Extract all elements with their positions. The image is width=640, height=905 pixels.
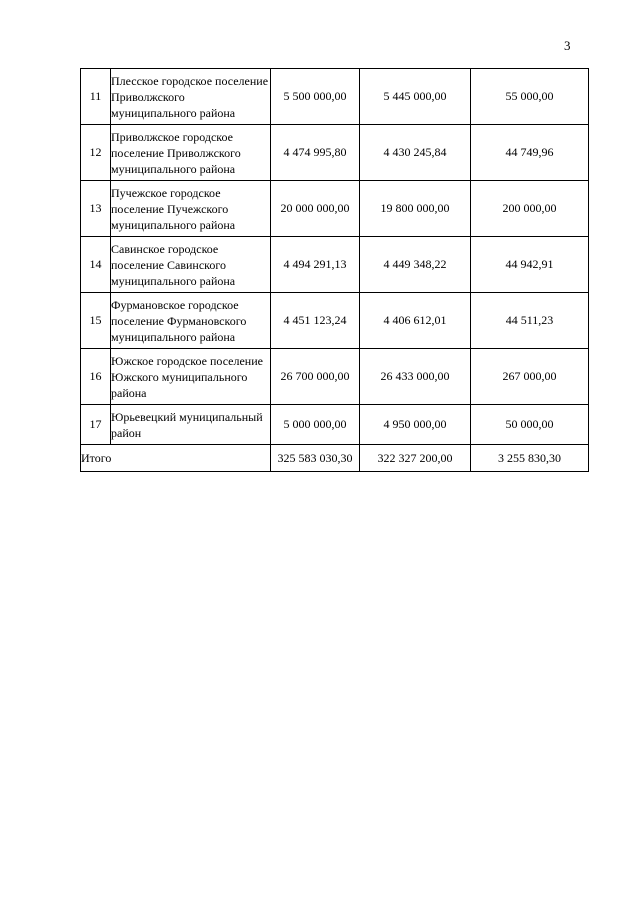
table-row bbox=[81, 181, 589, 237]
amount-total: 4 451 123,24 bbox=[271, 293, 360, 349]
total-amount-total: 325 583 030,30 bbox=[271, 445, 360, 472]
amount-local: 44 942,91 bbox=[471, 237, 589, 293]
total-row bbox=[81, 445, 589, 472]
amount-regional: 4 449 348,22 bbox=[360, 237, 471, 293]
amount-local: 44 511,23 bbox=[471, 293, 589, 349]
row-number: 16 bbox=[81, 349, 111, 405]
table-row bbox=[81, 405, 589, 445]
amount-total: 4 474 995,80 bbox=[271, 125, 360, 181]
row-number: 12 bbox=[81, 125, 111, 181]
amount-total: 5 500 000,00 bbox=[271, 69, 360, 125]
amount-local: 55 000,00 bbox=[471, 69, 589, 125]
amount-total: 26 700 000,00 bbox=[271, 349, 360, 405]
amount-total: 5 000 000,00 bbox=[271, 405, 360, 445]
amount-local: 44 749,96 bbox=[471, 125, 589, 181]
total-label: Итого bbox=[81, 445, 271, 472]
recipient-name: Приволжское городское поселение Приволжского муниципального района bbox=[111, 125, 271, 181]
amount-total: 4 494 291,13 bbox=[271, 237, 360, 293]
row-number: 14 bbox=[81, 237, 111, 293]
table-row bbox=[81, 69, 589, 125]
recipient-name: Фурмановское городское поселение Фурмановского муниципального района bbox=[111, 293, 271, 349]
page-number: 3 bbox=[564, 38, 571, 53]
recipient-name: Юрьевецкий муниципальный район bbox=[111, 405, 271, 445]
total-amount-local: 3 255 830,30 bbox=[471, 445, 589, 472]
amount-regional: 5 445 000,00 bbox=[360, 69, 471, 125]
total-amount-regional: 322 327 200,00 bbox=[360, 445, 471, 472]
table-row bbox=[81, 349, 589, 405]
amount-regional: 4 406 612,01 bbox=[360, 293, 471, 349]
recipient-name: Пучежское городское поселение Пучежского муниципального района bbox=[111, 181, 271, 237]
row-number: 15 bbox=[81, 293, 111, 349]
amount-total: 20 000 000,00 bbox=[271, 181, 360, 237]
allocation-table bbox=[80, 68, 589, 472]
amount-local: 267 000,00 bbox=[471, 349, 589, 405]
row-number: 13 bbox=[81, 181, 111, 237]
amount-local: 200 000,00 bbox=[471, 181, 589, 237]
recipient-name: Южское городское поселение Южского муниципального района bbox=[111, 349, 271, 405]
amount-regional: 26 433 000,00 bbox=[360, 349, 471, 405]
amount-regional: 4 430 245,84 bbox=[360, 125, 471, 181]
table-row bbox=[81, 293, 589, 349]
recipient-name: Савинское городское поселение Савинского муниципального района bbox=[111, 237, 271, 293]
row-number: 11 bbox=[81, 69, 111, 125]
table-row bbox=[81, 125, 589, 181]
recipient-name: Плесское городское поселение Приволжского муниципального района bbox=[111, 69, 271, 125]
amount-local: 50 000,00 bbox=[471, 405, 589, 445]
amount-regional: 4 950 000,00 bbox=[360, 405, 471, 445]
table-row bbox=[81, 237, 589, 293]
amount-regional: 19 800 000,00 bbox=[360, 181, 471, 237]
row-number: 17 bbox=[81, 405, 111, 445]
